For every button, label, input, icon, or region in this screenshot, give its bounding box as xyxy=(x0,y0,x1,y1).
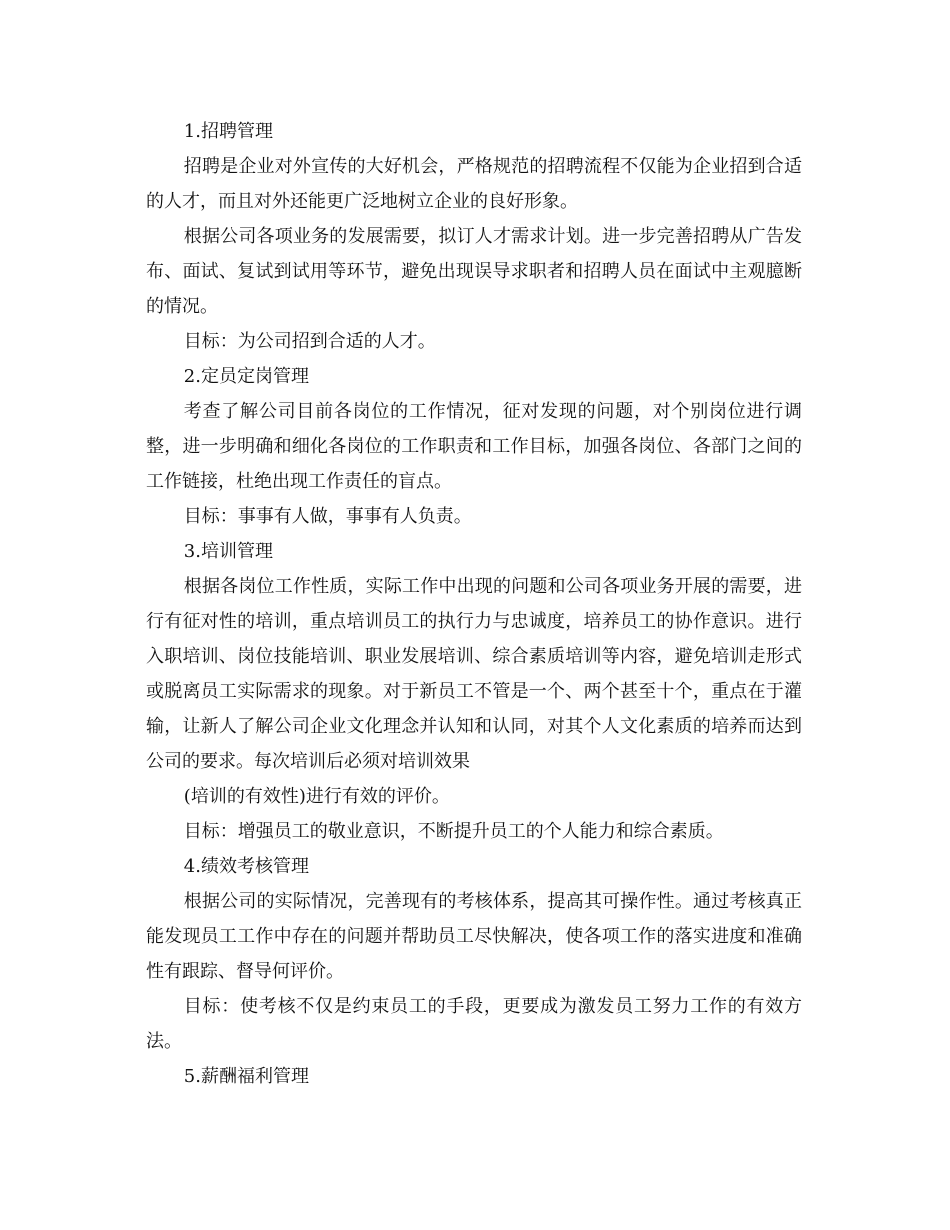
paragraph-performance-goal: 目标：使考核不仅是约束员工的手段，更要成为激发员工努力工作的有效方法。 xyxy=(146,996,802,1052)
paragraph-recruitment-plan: 根据公司各项业务的发展需要，拟订人才需求计划。进一步完善招聘从广告发布、面试、复试到试用等环节，避免出现误导求职者和招聘人员在面试中主观臆断的情况。 xyxy=(146,226,802,317)
paragraph-performance-body: 根据公司的实际情况，完善现有的考核体系，提高其可操作性。通过考核真正能发现员工工作中存在的问题并帮助员工尽快解决，使各项工作的落实进度和准确性有跟踪、督导何评价。 xyxy=(146,891,802,982)
paragraph-training-body: 根据各岗位工作性质，实际工作中出现的问题和公司各项业务开展的需要，进行有征对性的培训，重点培训员工的执行力与忠诚度，培养员工的协作意识。进行入职培训、岗位技能培训、职业发展培训、综合素质培训等内容，避免培训走形式或脱离员工实际需求的现象。对于新员工不管是一个、两个甚至十个，重点在于灌输，让新人了解公司企业文化理念并认知和认同，对其个人文化素质的培养而达到公司的要求。每次培训后必须对培训效果 xyxy=(146,576,802,772)
section-heading-staffing: 2.定员定岗管理 xyxy=(183,366,309,387)
document-body xyxy=(146,114,802,1094)
paragraph-staffing-goal: 目标：事事有人做，事事有人负责。 xyxy=(183,506,472,527)
section-heading-compensation: 5.薪酬福利管理 xyxy=(183,1066,309,1087)
section-heading-performance: 4.绩效考核管理 xyxy=(183,856,309,877)
paragraph-staffing-body: 考查了解公司目前各岗位的工作情况，征对发现的问题，对个别岗位进行调整，进一步明确和细化各岗位的工作职责和工作目标，加强各岗位、各部门之间的工作链接，杜绝出现工作责任的盲点。 xyxy=(146,401,802,492)
section-heading-recruitment: 1.招聘管理 xyxy=(183,121,273,142)
paragraph-recruitment-goal: 目标：为公司招到合适的人才。 xyxy=(183,331,436,352)
section-heading-training: 3.培训管理 xyxy=(183,541,273,562)
paragraph-training-goal: 目标：增强员工的敬业意识，不断提升员工的个人能力和综合素质。 xyxy=(183,821,724,842)
paragraph-recruitment-intro: 招聘是企业对外宣传的大好机会，严格规范的招聘流程不仅能为企业招到合适的人才，而且对外还能更广泛地树立企业的良好形象。 xyxy=(146,156,802,212)
paragraph-training-evaluation: (培训的有效性)进行有效的评价。 xyxy=(183,786,450,807)
